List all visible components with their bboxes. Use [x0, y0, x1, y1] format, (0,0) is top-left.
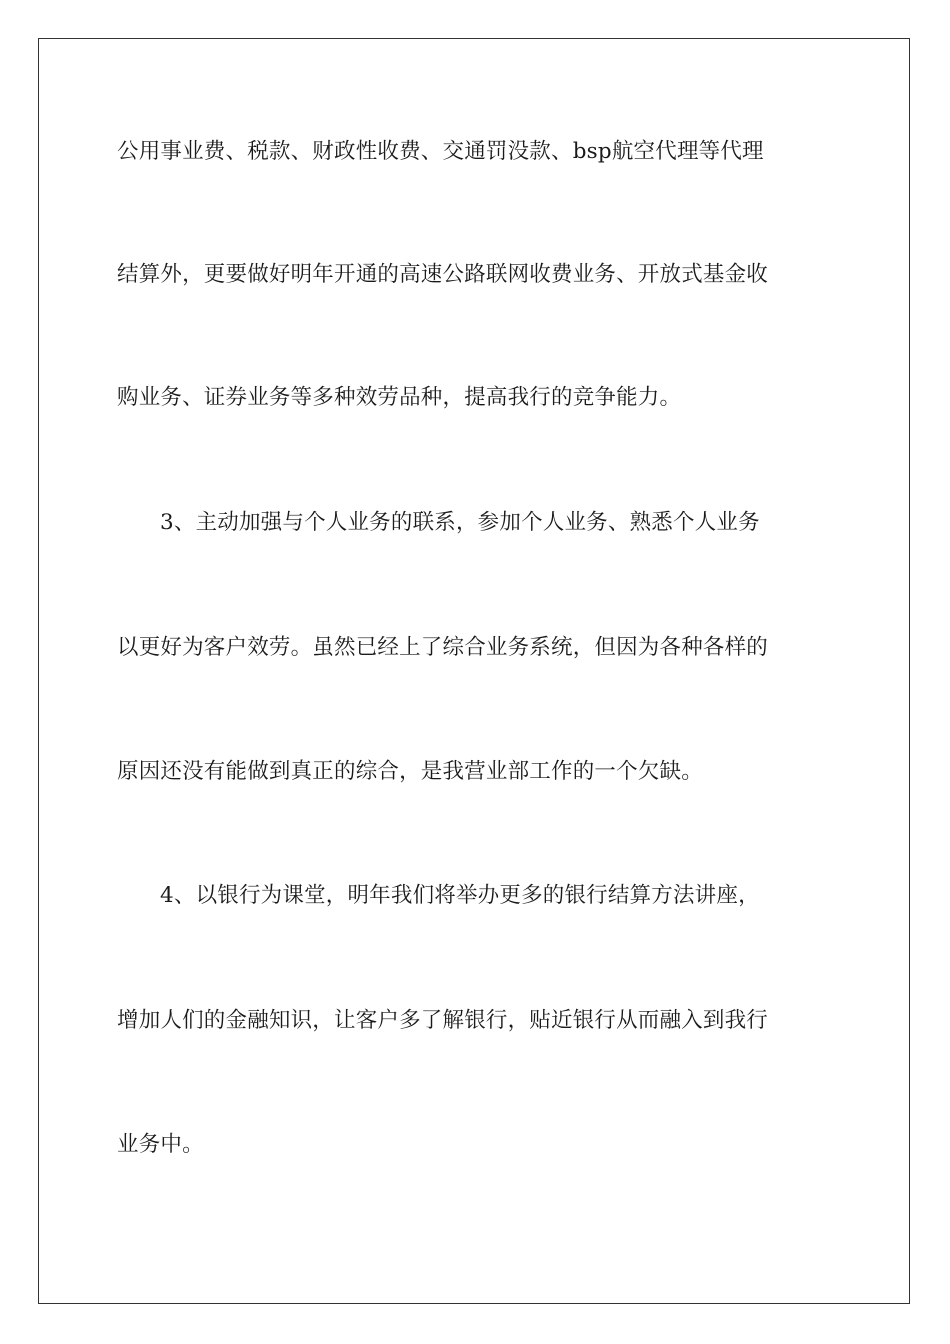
text-line-8: 增加人们的金融知识，让客户多了解银行，贴近银行从而融入到我行	[117, 1008, 769, 1033]
text-line-1: 公用事业费、税款、财政性收费、交通罚没款、bsp航空代理等代理	[117, 139, 764, 164]
page-border	[38, 38, 910, 1304]
text-line-3: 购业务、证券业务等多种效劳品种，提高我行的竞争能力。	[117, 385, 682, 410]
text-line-6: 原因还没有能做到真正的综合，是我营业部工作的一个欠缺。	[117, 759, 703, 784]
text-line-2: 结算外，更要做好明年开通的高速公路联网收费业务、开放式基金收	[117, 262, 769, 287]
paragraph-3-start: 3、主动加强与个人业务的联系，参加个人业务、熟悉个人业务	[160, 510, 760, 535]
text-line-9: 业务中。	[117, 1132, 204, 1157]
paragraph-4-start: 4、以银行为课堂，明年我们将举办更多的银行结算方法讲座，	[160, 883, 760, 908]
text-line-5: 以更好为客户效劳。虽然已经上了综合业务系统，但因为各种各样的	[117, 635, 769, 660]
